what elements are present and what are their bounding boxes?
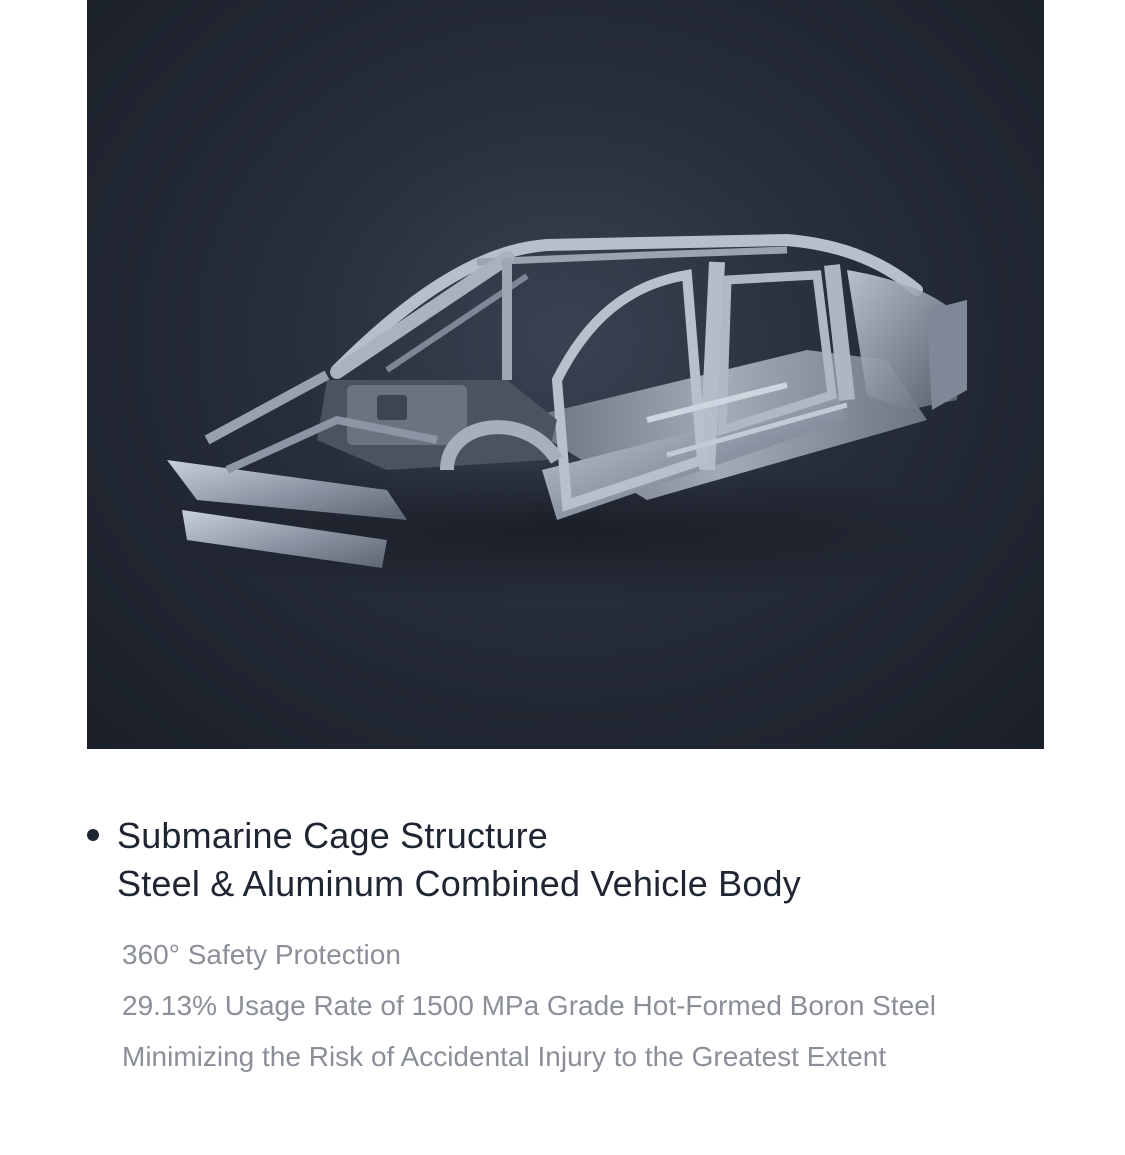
feature-details xyxy=(122,929,1082,1082)
detail-line: 360° Safety Protection xyxy=(122,939,401,970)
feature-headline xyxy=(87,812,1047,908)
detail-line: Minimizing the Risk of Accidental Injury to the Greatest Extent xyxy=(122,1041,887,1072)
headline-line-1: Submarine Cage Structure xyxy=(117,815,549,856)
headline-line-2: Steel & Aluminum Combined Vehicle Body xyxy=(117,863,801,904)
hero-image xyxy=(87,0,1044,749)
detail-line: 29.13% Usage Rate of 1500 MPa Grade Hot-Formed Boron Steel xyxy=(122,990,936,1021)
car-body-frame-illustration xyxy=(87,0,1044,749)
bullet-icon xyxy=(87,829,99,841)
